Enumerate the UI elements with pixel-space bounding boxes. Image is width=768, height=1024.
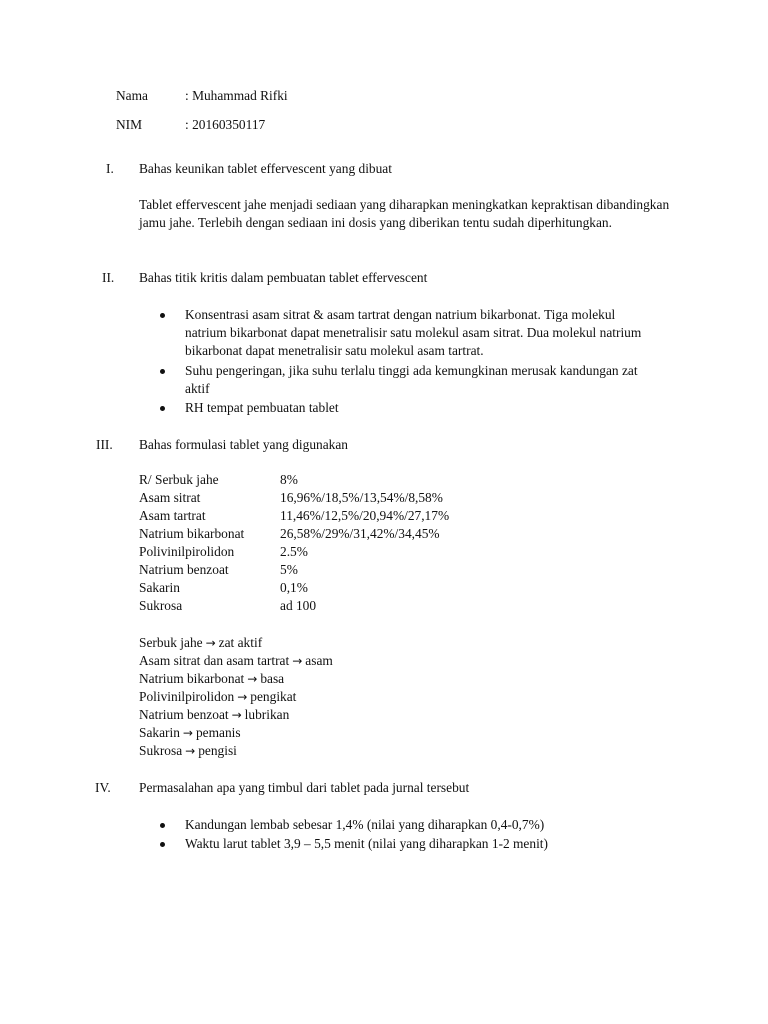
ingredient-role: basa	[260, 671, 285, 686]
ingredient-role: asam	[305, 653, 333, 668]
ingredient-name: Natrium bikarbonat	[139, 526, 245, 541]
bullet-icon	[160, 823, 165, 828]
section-1-paragraph: Tablet effervescent jahe menjadi sediaan yang diharapkan meningkatkan kepraktisan dibandingkan jamu jahe. Terlebih dengan sediaan ini dosis yang diberikan tentu sudah diperhitungkan.	[139, 197, 670, 230]
ingredient-amount: 2.5%	[280, 544, 308, 559]
arrow-right-icon: →	[205, 636, 216, 650]
formula-row	[139, 597, 739, 615]
arrow-right-icon: →	[185, 744, 196, 758]
ingredient-role: zat aktif	[218, 635, 263, 650]
ingredient-amount: 26,58%/29%/31,42%/34,45%	[280, 526, 440, 541]
bullet-icon	[160, 369, 165, 374]
formula-row	[139, 489, 739, 507]
role-row	[139, 724, 739, 742]
section-4-numeral: IV.	[95, 780, 111, 795]
ingredient-amount: 11,46%/12,5%/20,94%/27,17%	[280, 508, 450, 523]
name-label: Nama	[116, 88, 148, 103]
name-value: : Muhammad Rifki	[185, 88, 288, 103]
ingredient-name: Sukrosa	[139, 743, 183, 758]
ingredient-name: Sakarin	[139, 725, 180, 740]
section-3-numeral: III.	[96, 437, 113, 452]
list-item-text: Suhu pengeringan, jika suhu terlalu tinggi ada kemungkinan merusak kandungan zat aktif	[185, 363, 638, 396]
role-row	[139, 706, 739, 724]
section-3-heading: Bahas formulasi tablet yang digunakan	[139, 437, 348, 452]
formula-row	[139, 525, 739, 543]
ingredient-name: R/ Serbuk jahe	[139, 472, 219, 487]
ingredient-name: Polivinilpirolidon	[139, 544, 235, 559]
ingredient-role: lubrikan	[244, 707, 290, 722]
formula-row	[139, 507, 739, 525]
nim-label: NIM	[116, 117, 143, 132]
bullet-icon	[160, 313, 165, 318]
ingredient-role: pengisi	[198, 743, 237, 758]
ingredient-amount: 8%	[280, 472, 298, 487]
role-row	[139, 742, 739, 760]
ingredient-name: Serbuk jahe	[139, 635, 203, 650]
ingredient-name: Natrium benzoat	[139, 707, 229, 722]
list-item-text: Konsentrasi asam sitrat & asam tartrat dengan natrium bikarbonat. Tiga molekul natrium bikarbonat dapat menetralisir satu molekul asam sitrat. Dua molekul natrium bikarbonat dapat menetralisir satu molekul asam tartrat.	[185, 307, 642, 358]
arrow-right-icon: →	[292, 654, 303, 668]
list-item-text: RH tempat pembuatan tablet	[185, 400, 339, 415]
role-row	[139, 634, 739, 652]
ingredient-amount: ad 100	[280, 598, 317, 613]
arrow-right-icon: →	[247, 672, 258, 686]
nim-value: : 20160350117	[185, 117, 266, 132]
ingredient-name: Natrium benzoat	[139, 562, 229, 577]
section-4-heading: Permasalahan apa yang timbul dari tablet pada jurnal tersebut	[139, 780, 470, 795]
formula-row	[139, 543, 739, 561]
ingredient-name: Asam tartrat	[139, 508, 206, 523]
section-2-numeral: II.	[102, 270, 115, 285]
arrow-right-icon: →	[182, 726, 193, 740]
bullet-icon	[160, 842, 165, 847]
ingredient-amount: 5%	[280, 562, 298, 577]
formula-row	[139, 579, 739, 597]
role-row	[139, 688, 739, 706]
ingredient-name: Sukrosa	[139, 598, 183, 613]
section-1-numeral: I.	[106, 161, 114, 176]
role-row	[139, 670, 739, 688]
ingredient-name: Polivinilpirolidon	[139, 689, 235, 704]
ingredient-role: pemanis	[195, 725, 241, 740]
ingredient-name: Asam sitrat	[139, 490, 201, 505]
ingredient-name: Natrium bikarbonat	[139, 671, 245, 686]
section-1-heading: Bahas keunikan tablet effervescent yang dibuat	[139, 161, 392, 176]
formula-row	[139, 471, 739, 489]
arrow-right-icon: →	[237, 690, 248, 704]
ingredient-amount: 0,1%	[280, 580, 308, 595]
arrow-right-icon: →	[231, 708, 242, 722]
section-2-heading: Bahas titik kritis dalam pembuatan tablet effervescent	[139, 270, 428, 285]
ingredient-role: pengikat	[250, 689, 297, 704]
bullet-icon	[160, 406, 165, 411]
ingredient-name: Asam sitrat dan asam tartrat	[139, 653, 290, 668]
ingredient-amount: 16,96%/18,5%/13,54%/8,58%	[280, 490, 443, 505]
formula-row	[139, 561, 739, 579]
role-row	[139, 652, 739, 670]
ingredient-name: Sakarin	[139, 580, 180, 595]
list-item-text: Kandungan lembab sebesar 1,4% (nilai yang diharapkan 0,4-0,7%)	[185, 817, 545, 832]
list-item-text: Waktu larut tablet 3,9 – 5,5 menit (nilai yang diharapkan 1-2 menit)	[185, 836, 548, 851]
